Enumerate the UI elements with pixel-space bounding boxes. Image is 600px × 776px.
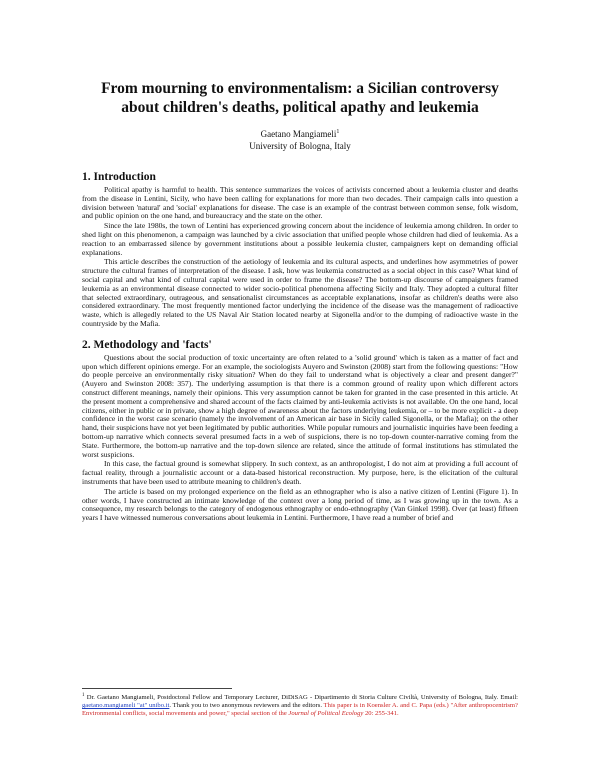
section-heading: 1. Introduction bbox=[82, 171, 156, 183]
paper-title bbox=[60, 79, 540, 117]
footnote-text-b: . Thank you to two anonymous reviewers and the editors. bbox=[169, 702, 324, 710]
author-block bbox=[60, 126, 540, 152]
paragraph: Questions about the social production of toxic uncertainty are often related to a 'solid ground' which is taken as a matter of fact and upon which different opinions emerge. For an example, the sociologists Auyero and Swinston (2008) start from the following questions: "How do people perceive an environmentally risky situation? When do they fail to understand what is objectively a clear and present danger?" (Auyero and Swinston 2008: 357). The underlying assumption is that there is a common ground of reality upon which different actors construct different meanings, namely their opinions. This very assumption cannot be taken for granted in the case presented in this article. At the present moment a comprehensive and shared account of the facts claimed by anti-leukemia activists is not available. On the one hand, local citizens, either in public or in private, show a high degree of awareness about the factors underlying leukemia, or – to be more explicit - a deep confidence in the worst case scenario (namely the involvement of an American air base in Sicily called Sigonella, or the Mafia); on the other hand, their suspicions have not yet been legitimated by public authorities. While popular rumours and journalistic inquiries have been feeding a bottom-up narrative which connects several presumed facts in a web of suspicions, there is no top-down counter-narrative coming from the State. Furthermore, the bottom-up narrative and the top-down silence are related, since the attitude of formal institutions has stimulated the worst suspicions. bbox=[82, 352, 518, 459]
footnote-text bbox=[82, 692, 518, 718]
footnote-mark: 1 bbox=[82, 693, 85, 698]
section-methodology bbox=[82, 338, 518, 523]
section-introduction bbox=[82, 170, 518, 329]
author-affiliation: University of Bologna, Italy bbox=[249, 141, 351, 151]
title-line-1: From mourning to environmentalism: a Sicilian controversy bbox=[101, 80, 499, 97]
title-line-2: about children's deaths, political apathy and leukemia bbox=[121, 99, 479, 116]
paragraph: Since the late 1980s, the town of Lentini has experienced growing concern about the incidence of leukemia among children. In order to shed light on this phenomenon, a campaign was launched by a civic association that unified people whose children had died of leukemia. As a reaction to an embarrassed silence by government institutions about a possible leukemia cluster, campaigners kept on demanding official explanations. bbox=[82, 221, 518, 257]
footnote-divider bbox=[82, 688, 232, 689]
journal-title: Journal of Political Ecology bbox=[288, 710, 364, 717]
author-footnote-mark[interactable]: 1 bbox=[336, 129, 340, 135]
section-heading: 2. Methodology and 'facts' bbox=[82, 338, 212, 351]
special-section-note: This paper is in Koensler A. and C. Papa (eds.) "After anthropocentrism? Environmental conflicts, social movements and power," special section of the bbox=[82, 702, 518, 717]
author-line bbox=[60, 126, 540, 140]
paragraph: Political apathy is harmful to health. This sentence summarizes the voices of activists concerned about a leukemia cluster and deaths from the disease in Lentini, Sicily, who have been calling for explanations for more than two decades. Their campaign calls into question a division between 'natural' and 'social' explanations for disease. The case is an example of the contrast between common sense, folk wisdom, and public opinion on the one hand, and bureaucracy and the state on the other. bbox=[82, 185, 518, 221]
author-name: Gaetano Mangiameli bbox=[260, 129, 337, 139]
paragraph: This article describes the construction of the aetiology of leukemia and its cultural aspects, and underlines how asymmetries of power structure the cultural frames of interpretation of the disease. I ask, how was leukemia constructed as a social object in this case? What kind of social capital and what kind of cultural capital were used in order to frame the disease? The bottom-up discourse of campaigners framed leukemia as an environmental disease connected to wider socio-political phenomena affecting Sicily and Italy. They adopted a cultural filter that selected extraordinary, outrageous, and sensationalist circumstances as acceptable explanations, insofar as children's deaths were also considered extraordinary. The most frequently mentioned factor underlying the incidence of the disease was the management of radioactive waste, which is allegedly related to the US Naval Air Station located nearby at Sigonella and/or to the dumping of radioactive waste in the countryside by the Mafia. bbox=[82, 257, 518, 328]
article-body bbox=[82, 170, 518, 524]
footnote-text-a: Dr. Gaetano Mangiameli, Postdoctoral Fellow and Temporary Lecturer, DiDiSAG - Dipartimento di Storia Culture Civiltà, University of Bologna, Italy. Email: bbox=[86, 694, 518, 702]
email-link[interactable]: gaetano.mangiameli "at" unibo.it bbox=[82, 702, 170, 710]
journal-pages: 20: 255-341. bbox=[363, 710, 399, 717]
paragraph: The article is based on my prolonged experience on the field as an ethnographer who is also a native citizen of Lentini (Figure 1). In other words, I have constructed an intimate knowledge of the context over a long period of time, as I was growing up in the town. As a consequence, my research belongs to the category of endogenous ethnography or endo-ethnography (Van Ginkel 1998). Over (at least) fifteen years I have witnessed numerous conversations about leukemia in Lentini. Furthermore, I have read a number of brief and bbox=[82, 486, 518, 523]
paragraph: In this case, the factual ground is somewhat slippery. In such context, as an anthropologist, I do not aim at providing a full account of factual reality, through a journalistic account or a data-based historical reconstruction. My purpose, here, is the elicitation of the cultural instruments that have been used to attribute meaning to children's death. bbox=[82, 459, 518, 486]
footnote bbox=[82, 688, 518, 718]
